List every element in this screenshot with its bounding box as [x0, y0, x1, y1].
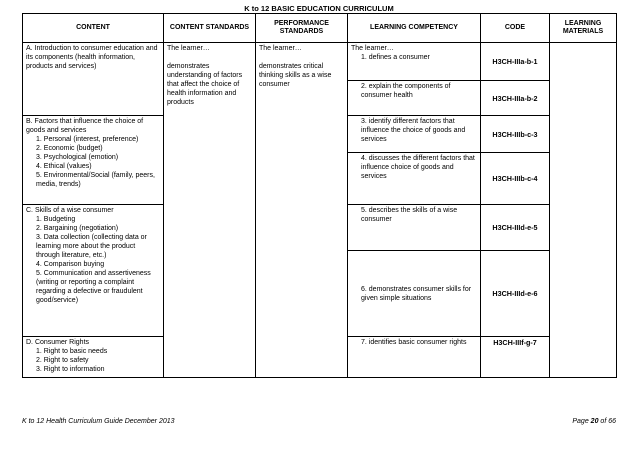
content-standards-empty: [164, 116, 256, 378]
content-b-item: 1. Personal (interest, preference): [36, 136, 139, 143]
code-cell-1: H3CH-IIIa-b-1: [481, 43, 550, 81]
competency-2: 2. explain the components of consumer health: [348, 81, 481, 116]
competency-7: 7. identifies basic consumer rights: [348, 337, 481, 378]
header-content: CONTENT: [23, 14, 164, 43]
header-content-standards: CONTENT STANDARDS: [164, 14, 256, 43]
content-standards-line2: demonstrates understanding of factors that affect the choice of health information and products: [167, 63, 243, 106]
footer-page-prefix: Page: [572, 418, 589, 425]
performance-standards-cell: [256, 43, 348, 116]
footer-page-number: [572, 418, 616, 425]
competency-6: 6. demonstrates consumer skills for given simple situations: [348, 251, 481, 337]
content-d-item: 1. Right to basic needs: [36, 348, 108, 355]
content-b-item: 5. Environmental/Social (family, peers, media, trends): [36, 172, 155, 188]
content-c-title: C. Skills of a wise consumer: [26, 207, 114, 214]
table-row: [23, 116, 617, 153]
competency-intro: The learner…: [351, 45, 394, 52]
curriculum-table: [22, 13, 617, 378]
content-c-item: 2. Bargaining (negotiation): [36, 225, 119, 232]
content-d-item: 2. Right to safety: [36, 357, 89, 364]
content-c-item: 4. Comparison buying: [36, 261, 105, 268]
code-cell-3: H3CH-IIIb-c-3: [481, 116, 550, 153]
content-c-item: 1. Budgeting: [36, 216, 76, 223]
content-cell-b: [23, 116, 164, 205]
header-learning-competency: LEARNING COMPETENCY: [348, 14, 481, 43]
code-cell-5: H3CH-IIId-e-5: [481, 205, 550, 251]
content-standards-cell: [164, 43, 256, 116]
footer-page-current: 20: [590, 418, 599, 425]
code-cell-7: H3CH-IIIf-g-7: [481, 337, 550, 378]
code-cell-6: H3CH-IIId-e-6: [481, 251, 550, 337]
code-cell-2: H3CH-IIIa-b-2: [481, 81, 550, 116]
content-d-item: 3. Right to information: [36, 366, 105, 373]
competency-5: 5. describes the skills of a wise consumer: [348, 205, 481, 251]
header-code: CODE: [481, 14, 550, 43]
content-cell-a: [23, 43, 164, 116]
content-b-item: 3. Psychological (emotion): [36, 154, 119, 161]
footer-guide-title: K to 12 Health Curriculum Guide December 2013: [22, 418, 175, 425]
header-performance-standards: PERFORMANCE STANDARDS: [256, 14, 348, 43]
competency-4: 4. discusses the different factors that influence choice of goods and services: [348, 153, 481, 205]
content-b-item: 2. Economic (budget): [36, 145, 103, 152]
performance-standards-line1: The learner…: [259, 45, 302, 52]
table-row: [23, 43, 617, 81]
content-b-item: 4. Ethical (values): [36, 163, 92, 170]
content-b-title: B. Factors that influence the choice of goods and services: [26, 118, 144, 134]
footer-page-suffix: of 66: [600, 418, 616, 425]
content-d-title: D. Consumer Rights: [26, 339, 90, 346]
code-cell-4: H3CH-IIIb-c-4: [481, 153, 550, 205]
content-standards-line1: The learner…: [167, 45, 210, 52]
page-title: K to 12 BASIC EDUCATION CURRICULUM: [244, 4, 394, 13]
competency-3: 3. identify different factors that influence the choice of goods and services: [348, 116, 481, 153]
content-c-item: 5. Communication and assertiveness (writing or reporting a complaint regarding a defective or fraudulent good/service): [36, 270, 151, 304]
header-learning-materials: LEARNING MATERIALS: [550, 14, 617, 43]
performance-standards-line2: demonstrates critical thinking skills as a wise consumer: [259, 63, 332, 88]
header-row: [23, 14, 617, 43]
content-a-title: A. Introduction to consumer education and its components (health information, products and services): [26, 45, 158, 70]
content-cell-d: [23, 337, 164, 378]
competency-cell-1: [348, 43, 481, 81]
competency-1: 1. defines a consumer: [361, 54, 430, 61]
learning-materials-cell: [550, 43, 617, 378]
content-c-item: 3. Data collection (collecting data or learning more about the product through literature, etc.): [36, 234, 147, 259]
performance-standards-empty: [256, 116, 348, 378]
content-cell-c: [23, 205, 164, 337]
